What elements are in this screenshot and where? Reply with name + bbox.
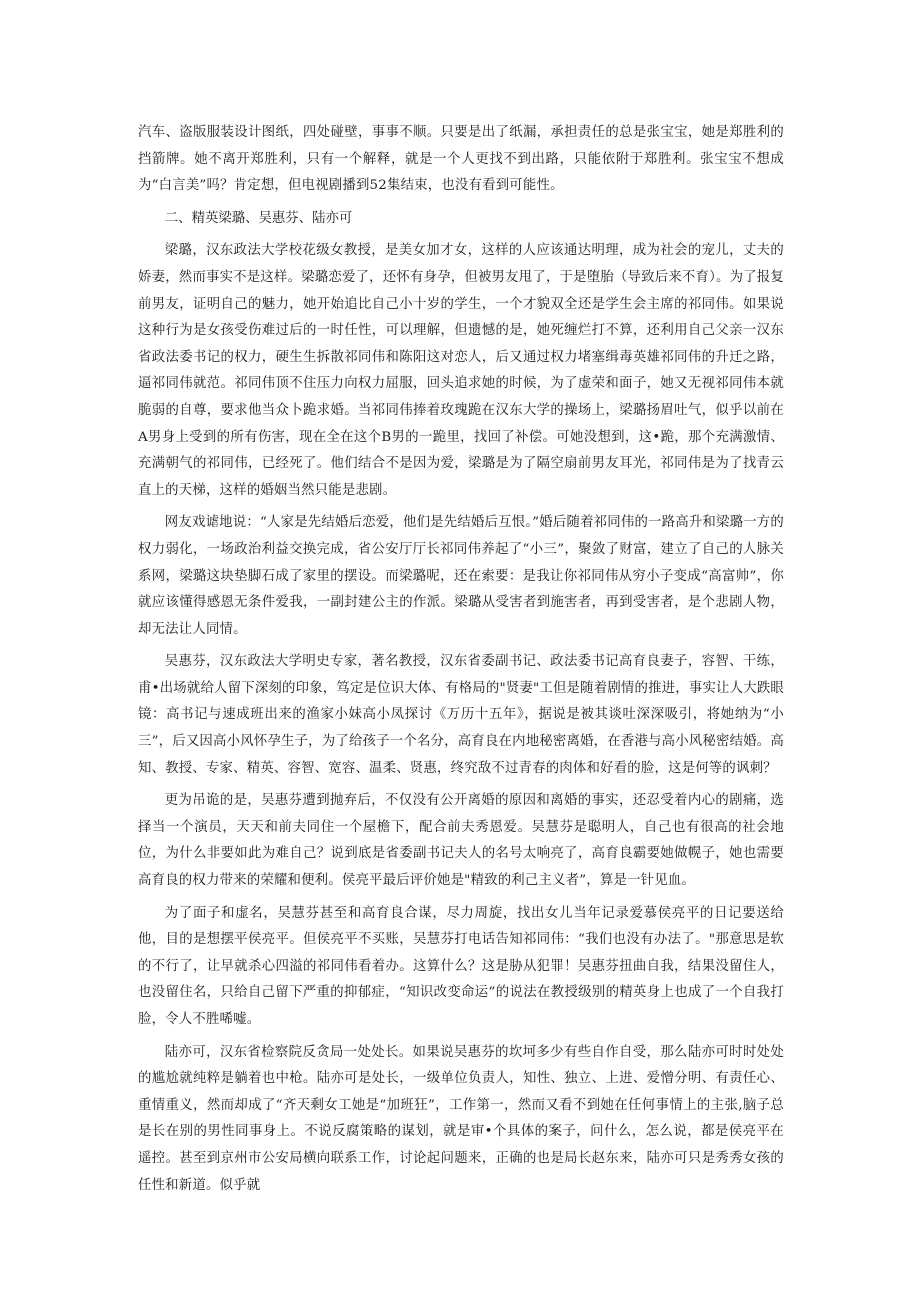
- paragraph-continuation: 汽车、盗版服装设计图纸，四处碰壁，事事不顺。只要是出了纸漏，承担责任的总是张宝宝，她是郑胜利的挡箭牌。她不离开郑胜利，只有一个解释，就是一个人更找不到出路，只能依附于郑胜利。张宝宝不想成为“白言美”吗？肯定想，但电视剧播到52集结束，也没有看到可能性。: [138, 125, 784, 194]
- paragraph-wu-huifen-abandoned: 更为吊诡的是，吴惠芬遭到抛弃后，不仅没有公开离婚的原因和离婚的事实，还忍受着内心的剧痛，选择当一个演员，天天和前夫同住一个屋檐下，配合前夫秀恩爱。吴慧芬是聪明人，自己也有很高的社会地位，为什么非要如此为难自己？说到底是省委副书记夫人的名号太响亮了，高育良霸要她做幌子，她也需要高育良的权力带来的荣耀和便利。侯亮平最后评价她是"精致的利己主义者”，算是一针见血。: [138, 793, 784, 889]
- paragraph-wu-huifen-conspiracy: 为了面子和虚名，吴慧芬甚至和高育良合谋，尽力周旋，找出女儿当年记录爱慕侯亮平的日记要送给他，目的是想摆平侯亮平。但侯亮平不买账，吴慧芬打电话告知祁同伟：“我们也没有办法了。"那意思是软的不行了，让早就杀心四溢的祁同伟看着办。这算什么？这是胁从犯罪！吴惠芬扭曲自我，结果没留住人，也没留住名，只给自己留下严重的抑郁症，“知识改变命运”的说法在教授级别的精英身上也成了一个自我打脸，令人不胜唏嘘。: [138, 905, 784, 1027]
- document-body: [138, 120, 784, 1205]
- paragraph-liang-lu: 梁璐，汉东政法大学校花级女教授，是美女加才女，这样的人应该通达明理，成为社会的宠儿，丈夫的娇妻，然而事实不是这样。梁璐恋爱了，还怀有身孕，但被男友甩了，于是堕胎（导致后来不育）。为了报复前男友，证明自己的魅力，她开始追比自己小十岁的学生，一个才貌双全还是学生会主席的祁同伟。如果说这种行为是女孩受伤难过后的一时任性，可以理解，但遗憾的是，她死缠烂打不算，还利用自己父亲一汉东省政法委书记的权力，硬生生拆散祁同伟和陈阳这对恋人，后又通过权力堵塞缉毒英雄祁同伟的升迁之路，逼祁同伟就范。祁同伟顶不住压力向权力屈服，回头追求她的时候，为了虚荣和面子，她又无视祁同伟本就脆弱的自尊，要求他当众卜跪求婚。当祁同伟捧着玫瑰跪在汉东大学的操场上，梁璐扬眉吐气，似乎以前在A男身上受到的所有伤害，现在全在这个B男的一跪里，找回了补偿。可她没想到，这•跪，那个充满激情、充满朝气的祁同伟，已经死了。他们结合不是因为爱，梁璐是为了隔空扇前男友耳光，祁同伟是为了找青云直上的天梯，这样的婚姻当然只能是悲剧。: [138, 243, 784, 498]
- section-heading: 二、精英梁璐、吴惠芬、陆亦可: [164, 210, 353, 226]
- paragraph-lu-yike: 陆亦可，汉东省检察院反贪局一处处长。如果说吴惠芬的坎坷多少有些自作自受，那么陆亦可时时处处的尴尬就纯粹是躺着也中枪。陆亦可是处长，一级单位负责人，知性、独立、上进、爱憎分明、有责任心、重情重义，然而却成了“齐天剩女工她是“加班狂”，工作第一，然而又看不到她在任何事情上的主张,脑子总是长在别的男性同事身上。不说反腐策略的谋划，就是审•个具体的案子，问什么，怎么说，都是侯亮平在遥控。甚至到京州市公安局横向联系工作，讨论起问题来，正确的也是局长赵东来，陆亦可只是秀秀女孩的任性和新道。似乎就: [138, 1044, 784, 1193]
- paragraph-wu-huifen: 吴惠芬，汉东政法大学明史专家，著名教授，汉东省委副书记、政法委书记高育良妻子，容智、干练，甫•出场就给人留下深刻的印象，笃定是位识大体、有格局的"贤妻"工但是随着剧情的推进，事实让人大跌眼镜：高书记与速成班出来的渔家小妹高小凤探讨《万历十五年》，据说是被其谈吐深深吸引，将她纳为“小三”，后又因高小风怀孕生子，为了给孩子一个名分，高育良在内地秘密离婚，在香港与高小风秘密结婚。高知、教授、专家、精英、容智、宽容、温柔、贤惠，终究敌不过青春的肉体和好看的脸，这是何等的讽刺？: [138, 654, 784, 776]
- paragraph-netizen-comment: 网友戏谑地说：“人家是先结婚后恋爱，他们是先结婚后互恨。”婚后随着祁同伟的一路高升和梁璐一方的权力弱化，一场政治利益交换完成，省公安厅厅长祁同伟养起了“小三”，聚敛了财富，建立了自己的人脉关系网，梁璐这块垫脚石成了家里的摆设。而梁璐呢，还在索要：是我让你祁同伟从穷小子变成“高富帅”，你就应该懂得感恩无条件爱我，一副封建公主的作派。梁璐从受害者到施害者，再到受害者，是个悲剧人物，却无法让人同情。: [138, 515, 784, 637]
